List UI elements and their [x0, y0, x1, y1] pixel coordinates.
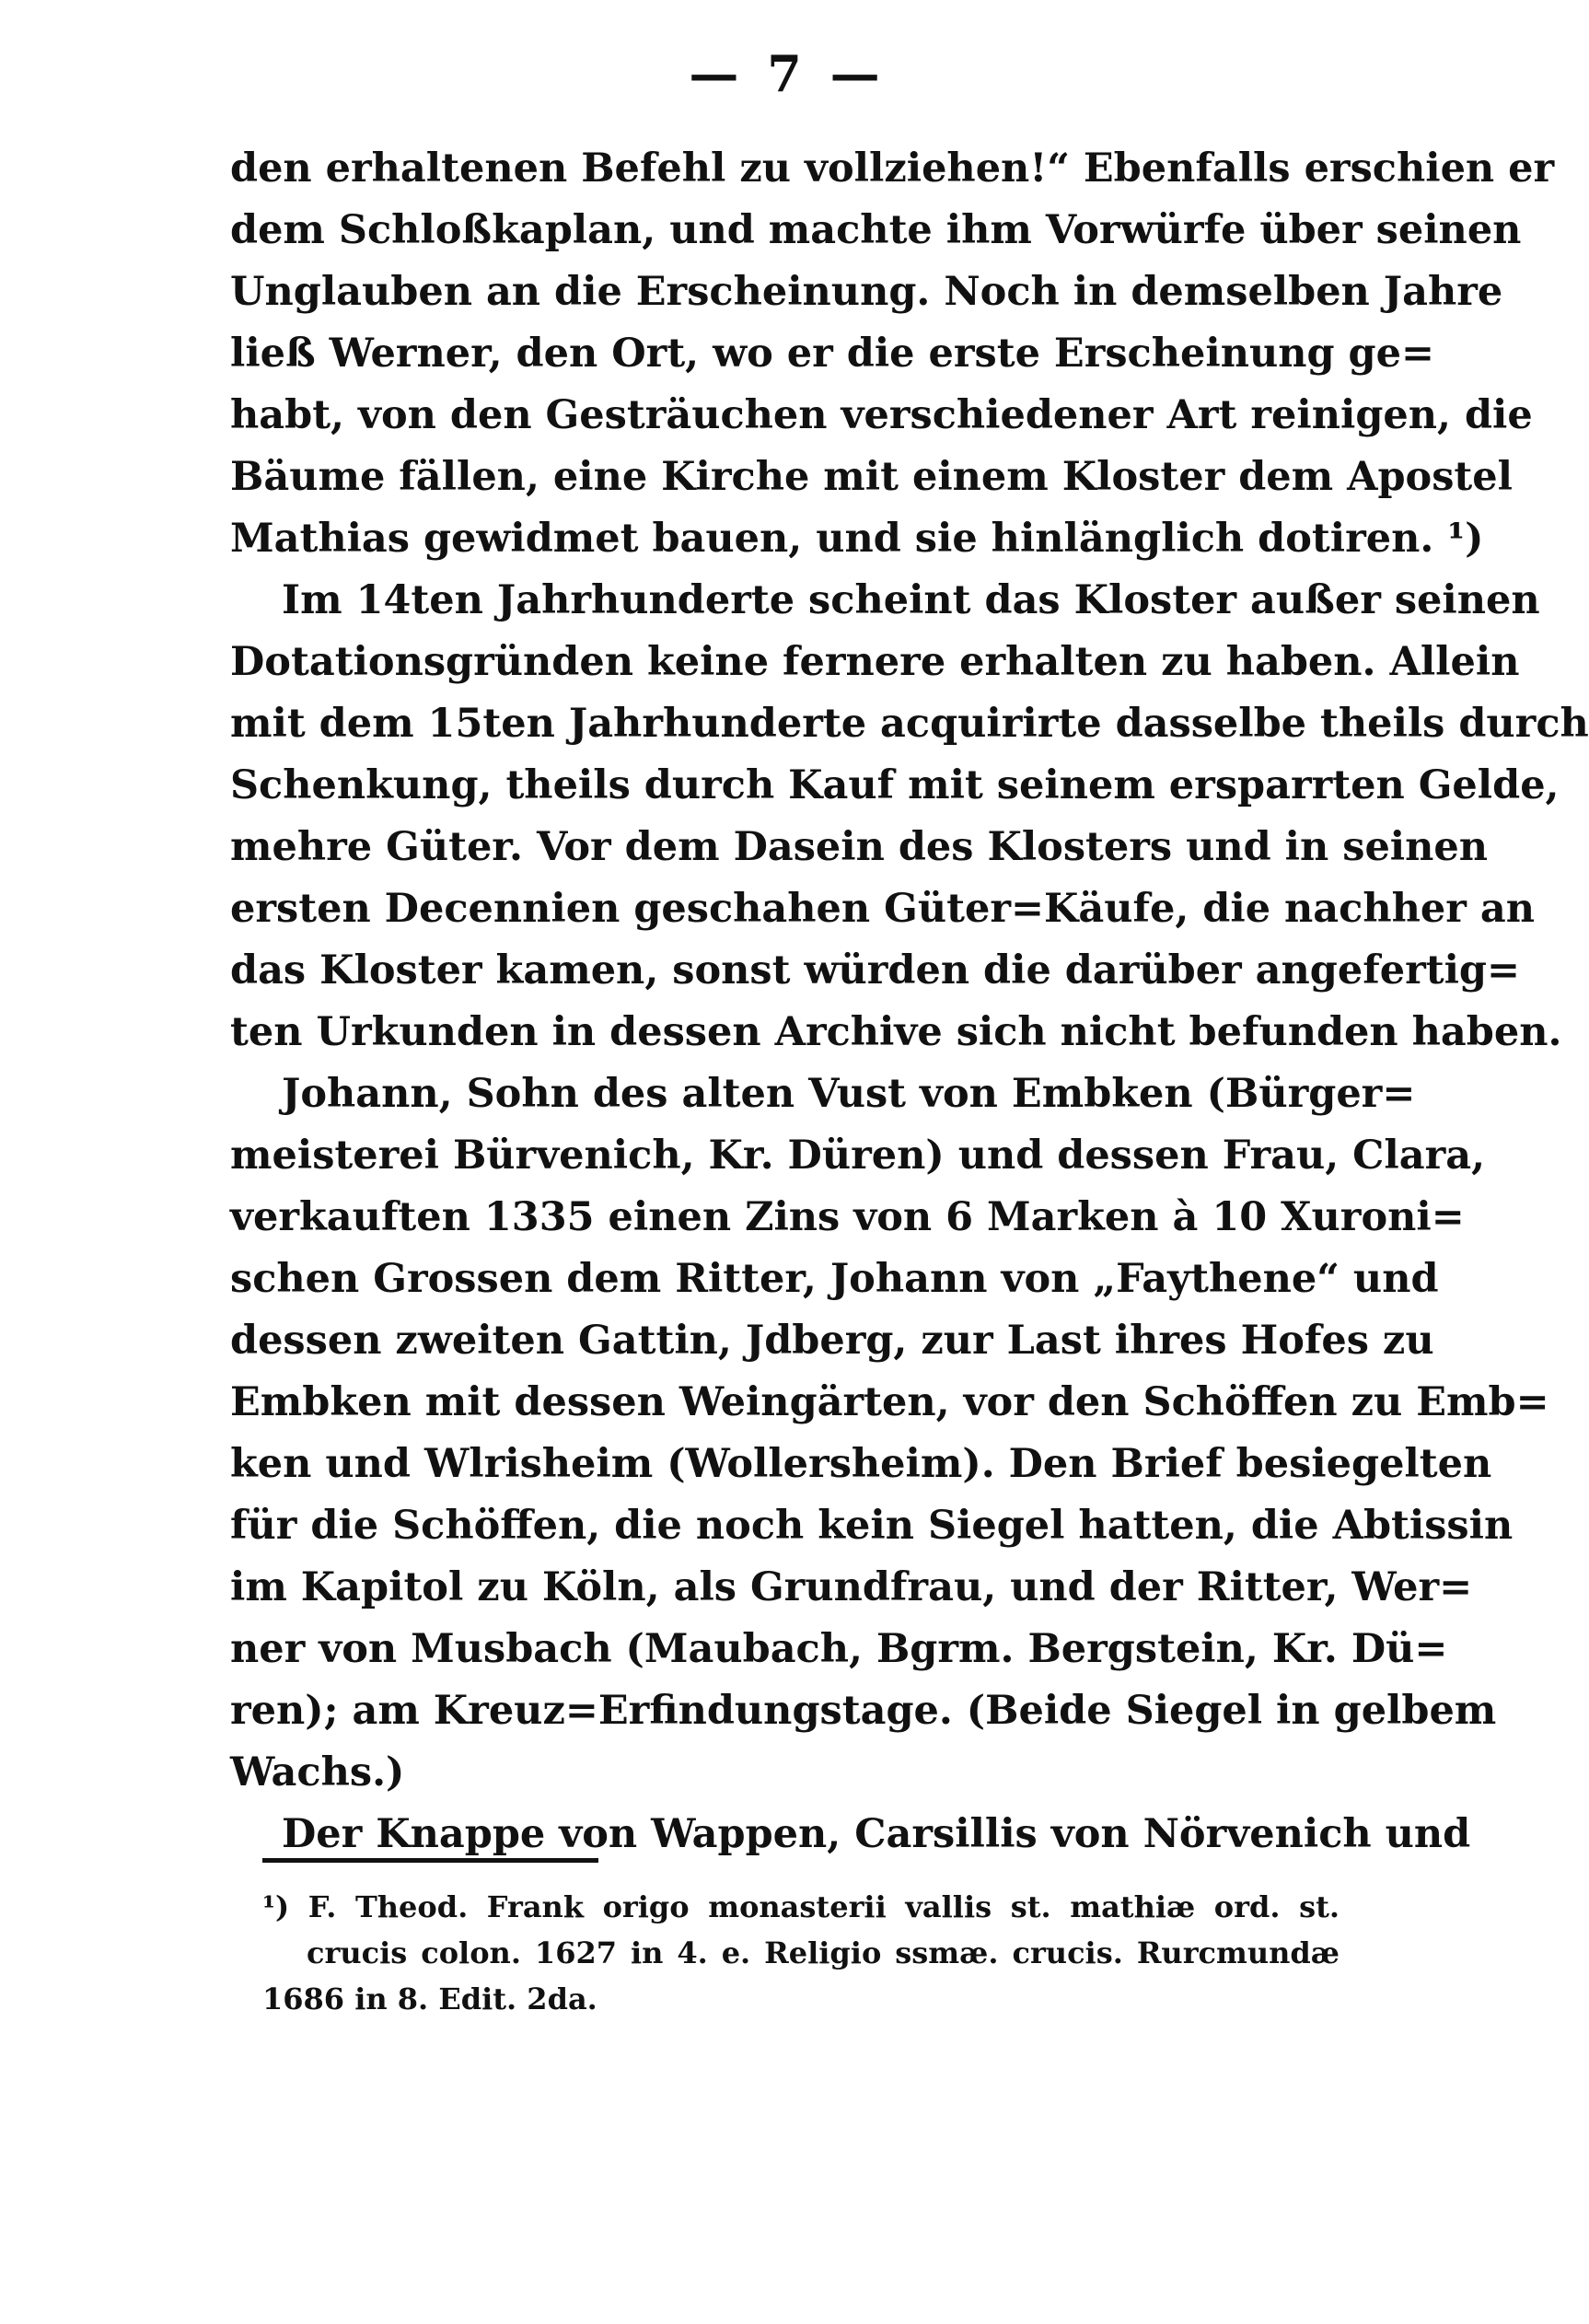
footnote: [262, 1884, 1340, 2022]
text-line: Im 14ten Jahrhunderte scheint das Kloster außer seinen: [282, 577, 1540, 623]
text-line: Der Knappe von Wappen, Carsillis von Nörvenich und: [282, 1811, 1471, 1857]
text-line: im Kapitol zu Köln, als Grundfrau, und der Ritter, Wer=: [230, 1564, 1473, 1610]
footnote-divider: [262, 1858, 598, 1863]
text-line: ten Urkunden in dessen Archive sich nicht befunden haben.: [230, 1009, 1562, 1055]
text-line: ließ Werner, den Ort, wo er die erste Erscheinung ge=: [230, 331, 1434, 377]
text-line: dem Schloßkaplan, und machte ihm Vorwürfe über seinen: [230, 207, 1522, 253]
text-line: Mathias gewidmet bauen, und sie hinlänglich dotiren. ¹): [230, 516, 1484, 562]
footnote-line: crucis colon. 1627 in 4. e. Religio ssmæ. crucis. Rurcmundæ: [307, 1935, 1340, 1970]
text-line: ner von Musbach (Maubach, Bgrm. Bergstein, Kr. Dü=: [230, 1626, 1448, 1672]
text-line: mehre Güter. Vor dem Dasein des Klosters und in seinen: [230, 824, 1489, 870]
footnote-line: ¹) F. Theod. Frank origo monasterii vallis st. mathiæ ord. st.: [262, 1889, 1340, 1924]
text-line: Johann, Sohn des alten Vust von Embken (Bürger=: [282, 1071, 1416, 1117]
body-text: [230, 138, 1589, 1865]
text-line: ersten Decennien geschahen Güter=Käufe, die nachher an: [230, 886, 1535, 932]
text-line: verkauften 1335 einen Zins von 6 Marken à 10 Xuroni=: [230, 1194, 1465, 1240]
footnote-line: 1686 in 8. Edit. 2da.: [262, 1981, 597, 2016]
text-line: Bäume fällen, eine Kirche mit einem Kloster dem Apostel: [230, 454, 1513, 500]
text-line: Wachs.): [230, 1749, 405, 1795]
text-line: ren); am Kreuz=Erfindungstage. (Beide Siegel in gelbem: [230, 1688, 1497, 1734]
text-line: dessen zweiten Gattin, Jdberg, zur Last ihres Hofes zu: [230, 1318, 1434, 1364]
text-line: für die Schöffen, die noch kein Siegel hatten, die Abtissin: [230, 1503, 1514, 1549]
text-line: schen Grossen dem Ritter, Johann von „Faythene“ und: [230, 1256, 1439, 1302]
text-line: mit dem 15ten Jahrhunderte acquirirte dasselbe theils durch: [230, 701, 1589, 747]
text-line: den erhaltenen Befehl zu vollziehen!“ Ebenfalls erschien er: [230, 145, 1555, 192]
text-line: das Kloster kamen, sonst würden die darüber angefertig=: [230, 947, 1521, 994]
text-line: Dotationsgründen keine fernere erhalten zu haben. Allein: [230, 639, 1520, 685]
text-line: ken und Wlrisheim (Wollersheim). Den Brief besiegelten: [230, 1441, 1492, 1487]
page-number: — 7 —: [689, 44, 886, 103]
text-line: Embken mit dessen Weingärten, vor den Schöffen zu Emb=: [230, 1379, 1549, 1425]
text-line: meisterei Bürvenich, Kr. Düren) und dessen Frau, Clara,: [230, 1133, 1486, 1179]
text-line: habt, von den Gesträuchen verschiedener Art reinigen, die: [230, 392, 1533, 438]
text-line: Schenkung, theils durch Kauf mit seinem ersparrten Gelde,: [230, 762, 1560, 808]
text-line: Unglauben an die Erscheinung. Noch in demselben Jahre: [230, 269, 1503, 315]
